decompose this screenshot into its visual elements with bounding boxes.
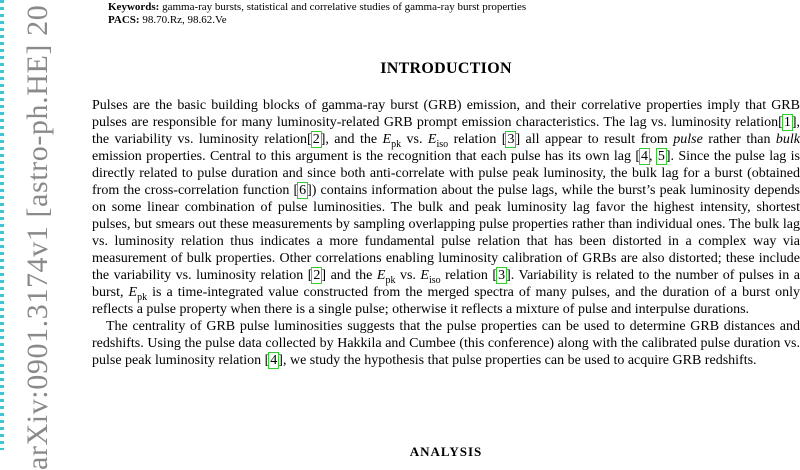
next-section-heading: ANALYSIS: [409, 444, 483, 459]
emphasis-pulse: pulse: [673, 132, 703, 147]
citation-link[interactable]: 3: [498, 268, 506, 283]
text-run: ], we study the hypothesis that pulse properties can be used to acquire GRB redshifts.: [278, 353, 757, 368]
citation-link[interactable]: 2: [312, 132, 320, 147]
subscript-pk: pk: [137, 291, 148, 303]
subscript-iso: iso: [428, 274, 441, 286]
text-run: Pulses are the basic building blocks of gamma-ray burst (GRB) emission, and their correlative properties imply that GRB pulses are responsible for many luminosity-related GRB prompt emission characteristics. The lag vs. luminosity relation[: [92, 98, 800, 130]
citation-link[interactable]: 4: [270, 353, 278, 368]
text-run: The centrality of GRB pulse luminosities suggests that the pulse properties can be used to determine GRB distances and redshifts. Using the pulse data collected by Hakkila and Cumbee (this conference) along with the calibrated pulse duration vs. pulse peak luminosity relation [: [92, 319, 800, 368]
pacs-label: PACS:: [108, 14, 140, 26]
arxiv-stamp: [0, 0, 54, 470]
text-run: ], the variability vs. luminosity relation[: [92, 115, 800, 147]
pacs-line: [108, 14, 227, 27]
text-run: ], and the: [320, 132, 383, 147]
emphasis-bulk: bulk: [775, 132, 800, 147]
pacs-value: 98.70.Rz, 98.62.Ve: [142, 14, 227, 26]
subscript-iso: iso: [436, 138, 449, 150]
text-run: emission properties. Central to this argument is the recognition that each pulse has its own lag [: [92, 149, 640, 164]
text-run: ,: [649, 149, 657, 164]
text-run: ]. Since the pulse lag is directly related to pulse duration and since both anti-correlate with pulse peak luminosity, the bulk lag for a burst (obtained from the cross-correlation function [: [92, 149, 800, 198]
text-run: vs.: [395, 268, 421, 283]
text-run: ]) contains information about the pulse lags, while the burst’s peak luminosity depends on some linear combination of pulse luminosities. The bulk and peak luminosity lag favor the highest intensity, shortest pulses, but smears out these measurements by sampling overlapping pulse properties rather than individual ones. The bulk lag vs. luminosity relation thus indicates a more fundamental pulse relation that has been distorted in a complex way via measurement of bulk properties. Other correlations enabling luminosity calibration of GRBs are also distorted; these include the variability vs. luminosity relation [: [92, 183, 800, 283]
symbol-e: E: [376, 268, 386, 283]
subscript-pk: pk: [385, 274, 396, 286]
paragraph-2: [92, 318, 800, 369]
text-run: is a time-integrated value constructed from the merged spectra of many pulses, and the duration of a burst only reflects a pulse property when there is a single pulse; otherwise it reflects a mixture of pulse and interpulse durations.: [92, 285, 800, 317]
text-run: ] all appear to result from: [515, 132, 674, 147]
citation-link[interactable]: 2: [313, 268, 321, 283]
symbol-e: E: [128, 285, 138, 300]
text-run: ] and the: [321, 268, 377, 283]
citation-link[interactable]: 3: [507, 132, 515, 147]
text-run: relation [: [448, 132, 507, 147]
keywords-line: [108, 1, 526, 14]
symbol-e: E: [420, 268, 429, 283]
symbol-e: E: [427, 132, 437, 147]
section-heading: INTRODUCTION: [380, 60, 512, 77]
text-run: rather than: [702, 132, 776, 147]
citation-link[interactable]: 4: [641, 149, 648, 164]
introduction-body: [92, 97, 800, 369]
arxiv-stamp-text: arXiv:0901.3174v1 [astro-ph.HE] 20: [21, 4, 54, 470]
citation-link[interactable]: 5: [657, 149, 665, 164]
citation-link[interactable]: 6: [299, 183, 307, 198]
text-run: relation [: [440, 268, 498, 283]
text-run: ]. Variability is related to the number of pulses in a burst,: [92, 268, 800, 300]
paragraph-1: [92, 97, 800, 318]
subscript-pk: pk: [391, 138, 402, 150]
citation-link[interactable]: 1: [783, 115, 791, 130]
keywords-value: gamma-ray bursts, statistical and correlative studies of gamma-ray burst properties: [162, 1, 527, 13]
keywords-label: Keywords:: [108, 1, 160, 13]
text-run: vs.: [401, 132, 428, 147]
symbol-e: E: [382, 132, 392, 147]
